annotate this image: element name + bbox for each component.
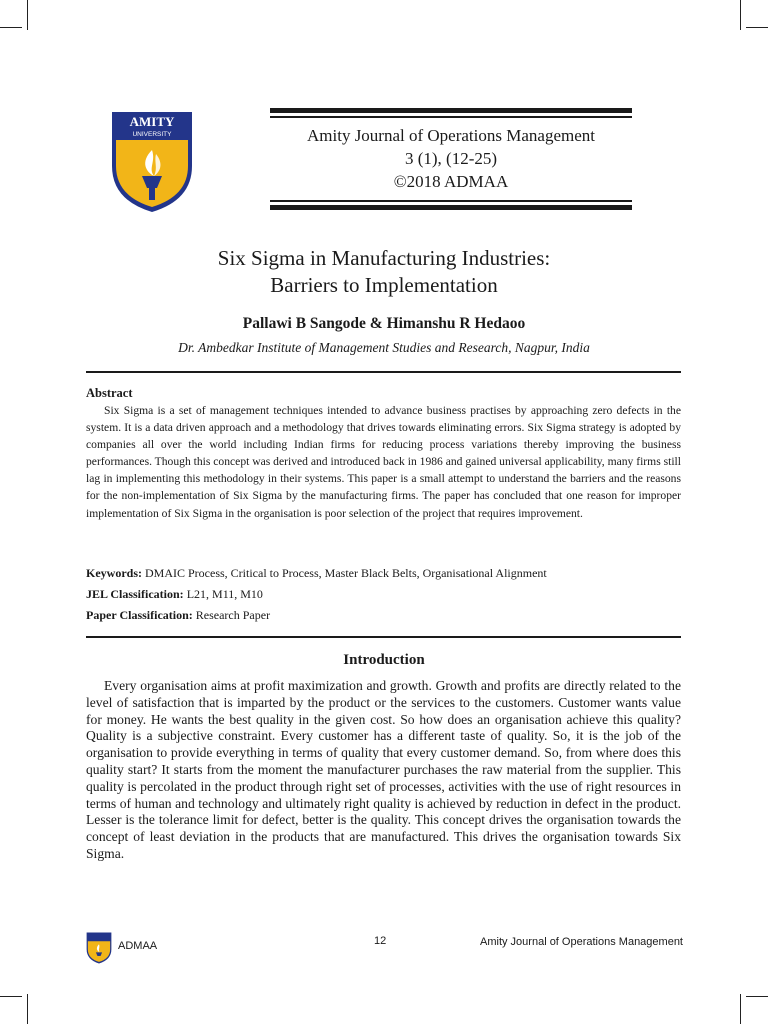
jel-value: L21, M11, M10	[186, 587, 263, 601]
abstract-heading: Abstract	[86, 386, 133, 400]
journal-volume: 3 (1), (12-25)	[404, 149, 498, 168]
abstract-rule-bottom	[86, 636, 681, 638]
paper-class-value: Research Paper	[195, 608, 271, 622]
keywords	[86, 566, 547, 581]
crop-mark	[27, 0, 28, 30]
logo-name: AMITY	[129, 114, 175, 129]
abstract-text: Six Sigma is a set of management techniques intended to advance business practises by approaching zero defects in the system. It is a data driven approach and a methodology that drives towards eliminating errors. Six Sigma strategy is adopted by companies all over the world including Indian firms for reducing process variations thereby improving the business performances. Though this concept was derived and introduced back in 1986 and gained universal applicability, many firms still lag in implementing this methodology in their systems. This paper is a small attempt to understand the barriers and the reasons for the non-implementation of Six Sigma by the manufacturing firms. The paper has concluded that one reason for improper implementation of Six Sigma in the organisation is poor selection of the project that requires improvement.	[86, 404, 681, 520]
header-rule-bottom	[270, 205, 632, 210]
amity-university-logo	[110, 110, 194, 214]
footer-publisher: ADMAA	[118, 940, 158, 952]
header-rule-top	[270, 108, 632, 113]
crop-mark	[740, 994, 741, 1024]
header-rule-top-thin	[270, 116, 632, 118]
title-line-2: Barriers to Implementation	[270, 273, 498, 297]
journal-name: Amity Journal of Operations Management	[307, 126, 595, 145]
keywords-value: DMAIC Process, Critical to Process, Master Black Belts, Organisational Alignment	[145, 566, 547, 580]
abstract-rule-top	[86, 371, 681, 373]
crop-mark	[0, 27, 22, 28]
journal-copyright: ©2018 ADMAA	[393, 172, 509, 191]
affiliation: Dr. Ambedkar Institute of Management Studies and Research, Nagpur, India	[178, 340, 590, 355]
introduction-text: Every organisation aims at profit maximization and growth. Growth and profits are directly related to the level of satisfaction that is imparted by the product or the services to the customers. Customer wants value for money. He wants the best quality in the given cost. So how does an organisation achieve this quality? Quality is a subjective constraint. Every customer has a different taste of quality. So, it is the job of the organisation to provide everything in terms of quality that every customer demand. So, from where does this quality start? It starts from the moment the manufacturer purchases the raw material from the supplier. This quality is percolated in the product through right set of processes, activities with the use of right resources in terms of human and technology and ultimately right quality is achieved by reduction in defect in the product. Lesser is the tolerance limit for defect, better is the quality. This concept drives the organisation towards the concept of least deviation in the products that are manufactured. This drives the organisation towards Six Sigma.	[86, 678, 681, 861]
title-line-1: Six Sigma in Manufacturing Industries:	[217, 246, 551, 270]
paper-class-label: Paper Classification:	[86, 608, 193, 622]
crop-mark	[27, 994, 28, 1024]
crop-mark	[746, 27, 768, 28]
introduction-heading: Introduction	[343, 652, 425, 668]
crop-mark	[740, 0, 741, 30]
article-title	[84, 245, 684, 299]
amity-footer-logo	[86, 930, 112, 966]
page-number: 12	[374, 935, 387, 947]
header-rule-bottom-thin	[270, 200, 632, 202]
authors: Pallawi B Sangode & Himanshu R Hedaoo	[242, 315, 526, 332]
logo-sub: UNIVERSITY	[132, 131, 172, 138]
crop-mark	[0, 996, 22, 997]
paper-classification	[86, 608, 270, 623]
jel-label: JEL Classification:	[86, 587, 184, 601]
footer-journal: Amity Journal of Operations Management	[480, 936, 683, 948]
jel-classification	[86, 587, 263, 602]
keywords-label: Keywords:	[86, 566, 142, 580]
crop-mark	[746, 996, 768, 997]
journal-header	[270, 124, 632, 193]
